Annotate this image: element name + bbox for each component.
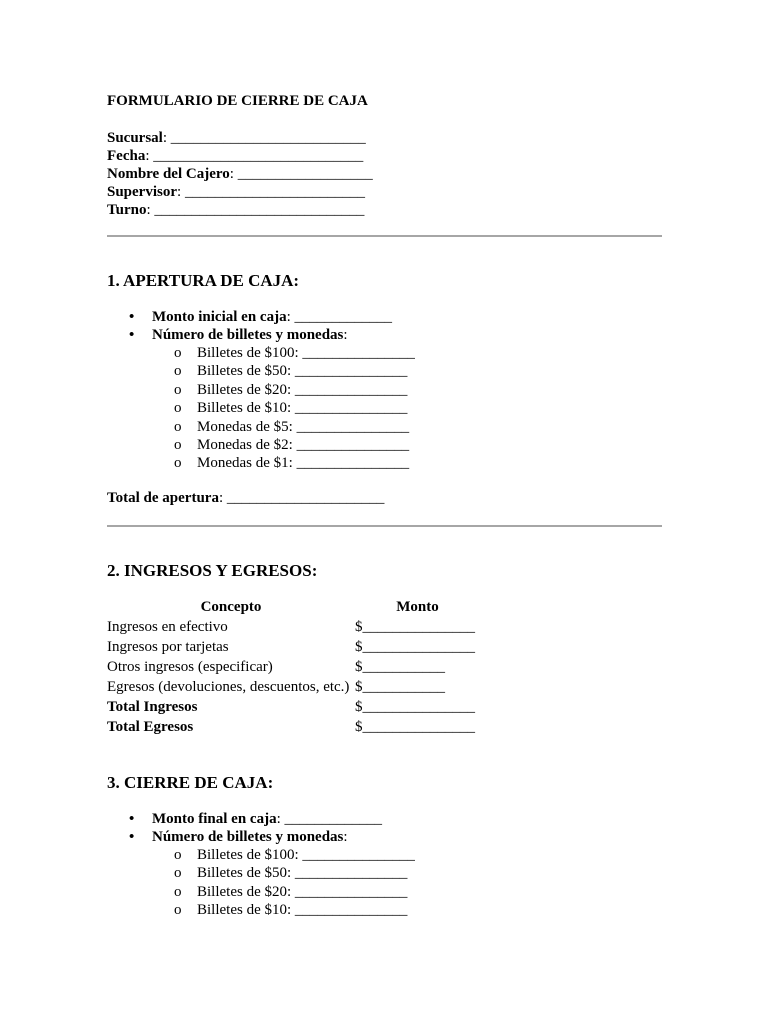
denomination-text[interactable]: Monedas de $5: _______________: [197, 418, 410, 435]
item-colon: :: [276, 810, 281, 827]
opening-bullet-list: [107, 308, 662, 344]
section-heading-closing: 3. CIERRE DE CAJA:: [107, 772, 274, 792]
item-colon: :: [343, 828, 348, 845]
bullet-icon: •: [129, 327, 135, 343]
item-colon: :: [343, 327, 348, 343]
cashier-name-field[interactable]: [107, 165, 662, 183]
field-blank[interactable]: ____________________________: [150, 202, 365, 218]
circle-bullet-icon: o: [174, 381, 182, 398]
denomination-text[interactable]: Billetes de $100: _______________: [197, 846, 415, 863]
field-blank[interactable]: _____________________: [223, 489, 385, 506]
concept-cell: Ingresos por tarjetas: [107, 638, 229, 655]
table-row: [107, 657, 480, 677]
concept-cell: Total Egresos: [107, 718, 194, 735]
date-field[interactable]: [107, 147, 662, 165]
amount-cell[interactable]: $___________: [355, 678, 445, 695]
table-header-row: [107, 597, 480, 617]
concept-cell: Otros ingresos (especificar): [107, 658, 273, 675]
supervisor-field[interactable]: [107, 183, 662, 201]
field-blank[interactable]: ____________________________: [149, 148, 364, 164]
table-row: [107, 697, 480, 717]
amount-cell[interactable]: $_______________: [355, 638, 475, 655]
bills-coins-item: [107, 326, 662, 344]
denomination-text[interactable]: Monedas de $1: _______________: [197, 455, 410, 472]
initial-amount-item[interactable]: [107, 308, 662, 326]
denomination-text[interactable]: Billetes de $100: _______________: [197, 345, 415, 361]
table-row: [107, 617, 480, 637]
amount-cell[interactable]: $_______________: [355, 698, 475, 715]
denomination-text[interactable]: Billetes de $50: _______________: [197, 865, 408, 882]
denomination-text[interactable]: Billetes de $10: _______________: [197, 901, 408, 918]
circle-bullet-icon: o: [174, 846, 182, 863]
circle-bullet-icon: o: [174, 455, 182, 472]
item-label: Monto inicial en caja: [152, 309, 287, 325]
field-blank[interactable]: __________________________: [167, 130, 366, 146]
field-label: Total de apertura: [107, 489, 219, 506]
form-title: FORMULARIO DE CIERRE DE CAJA: [107, 93, 368, 109]
field-colon: :: [145, 148, 150, 164]
shift-field[interactable]: [107, 201, 662, 219]
denomination-item[interactable]: [107, 344, 662, 362]
field-label: Fecha: [107, 148, 146, 164]
field-blank[interactable]: __________________: [233, 166, 373, 182]
income-expense-table: [107, 597, 480, 737]
denomination-item[interactable]: [107, 418, 662, 436]
denomination-item[interactable]: [107, 381, 662, 399]
denomination-text[interactable]: Monedas de $2: _______________: [197, 436, 410, 453]
denomination-text[interactable]: Billetes de $20: _______________: [197, 883, 408, 900]
denomination-item[interactable]: [107, 864, 662, 882]
denomination-text[interactable]: Billetes de $20: _______________: [197, 381, 408, 398]
concept-cell: Ingresos en efectivo: [107, 618, 228, 635]
circle-bullet-icon: o: [174, 901, 182, 918]
table-row: [107, 717, 480, 737]
column-header-amount: Monto: [396, 598, 439, 615]
circle-bullet-icon: o: [174, 345, 182, 361]
denomination-text[interactable]: Billetes de $10: _______________: [197, 400, 408, 417]
closing-denomination-list: [107, 846, 662, 920]
document-page: [107, 92, 662, 919]
header-fields: [107, 129, 662, 219]
field-colon: :: [146, 202, 151, 218]
item-blank[interactable]: _____________: [280, 810, 382, 827]
opening-denomination-list: [107, 344, 662, 473]
denomination-item[interactable]: [107, 399, 662, 417]
separator-line: [107, 525, 662, 527]
separator-line: [107, 235, 662, 237]
item-colon: :: [286, 309, 291, 325]
denomination-item[interactable]: [107, 846, 662, 864]
table-row: [107, 677, 480, 697]
circle-bullet-icon: o: [174, 436, 182, 453]
bullet-icon: •: [129, 828, 135, 845]
field-label: Sucursal: [107, 130, 163, 146]
denomination-item[interactable]: [107, 454, 662, 472]
item-blank[interactable]: _____________: [290, 309, 392, 325]
field-label: Supervisor: [107, 184, 178, 200]
circle-bullet-icon: o: [174, 883, 182, 900]
amount-cell[interactable]: $___________: [355, 658, 445, 675]
denomination-item[interactable]: [107, 436, 662, 454]
amount-cell[interactable]: $_______________: [355, 718, 475, 735]
amount-cell[interactable]: $_______________: [355, 618, 475, 635]
field-colon: :: [162, 130, 168, 146]
branch-field[interactable]: [107, 129, 662, 147]
denomination-item[interactable]: [107, 362, 662, 380]
column-header-concept: Concepto: [200, 598, 262, 615]
circle-bullet-icon: o: [174, 400, 182, 417]
field-colon: :: [229, 166, 234, 182]
denomination-text[interactable]: Billetes de $50: _______________: [197, 363, 408, 380]
circle-bullet-icon: o: [174, 363, 182, 380]
item-label: Monto final en caja: [152, 810, 277, 827]
field-colon: :: [218, 489, 224, 506]
circle-bullet-icon: o: [174, 865, 182, 882]
final-amount-item[interactable]: [107, 810, 662, 828]
table-row: [107, 637, 480, 657]
concept-cell: Egresos (devoluciones, descuentos, etc.): [107, 678, 350, 695]
denomination-item[interactable]: [107, 901, 662, 919]
field-blank[interactable]: ________________________: [181, 184, 365, 200]
circle-bullet-icon: o: [174, 418, 182, 435]
item-label: Número de billetes y monedas: [152, 828, 344, 845]
denomination-item[interactable]: [107, 883, 662, 901]
bills-coins-item: [107, 828, 662, 846]
section-heading-opening: 1. APERTURA DE CAJA:: [107, 271, 300, 290]
section-heading-income-expenses: 2. INGRESOS Y EGRESOS:: [107, 560, 318, 580]
item-label: Número de billetes y monedas: [152, 327, 344, 343]
field-label: Nombre del Cajero: [107, 166, 230, 182]
closing-bullet-list: [107, 810, 662, 846]
field-label: Turno: [107, 202, 147, 218]
bullet-icon: •: [129, 309, 135, 325]
field-colon: :: [177, 184, 182, 200]
concept-cell: Total Ingresos: [107, 698, 198, 715]
opening-total-field[interactable]: [107, 489, 662, 507]
bullet-icon: •: [129, 810, 135, 827]
